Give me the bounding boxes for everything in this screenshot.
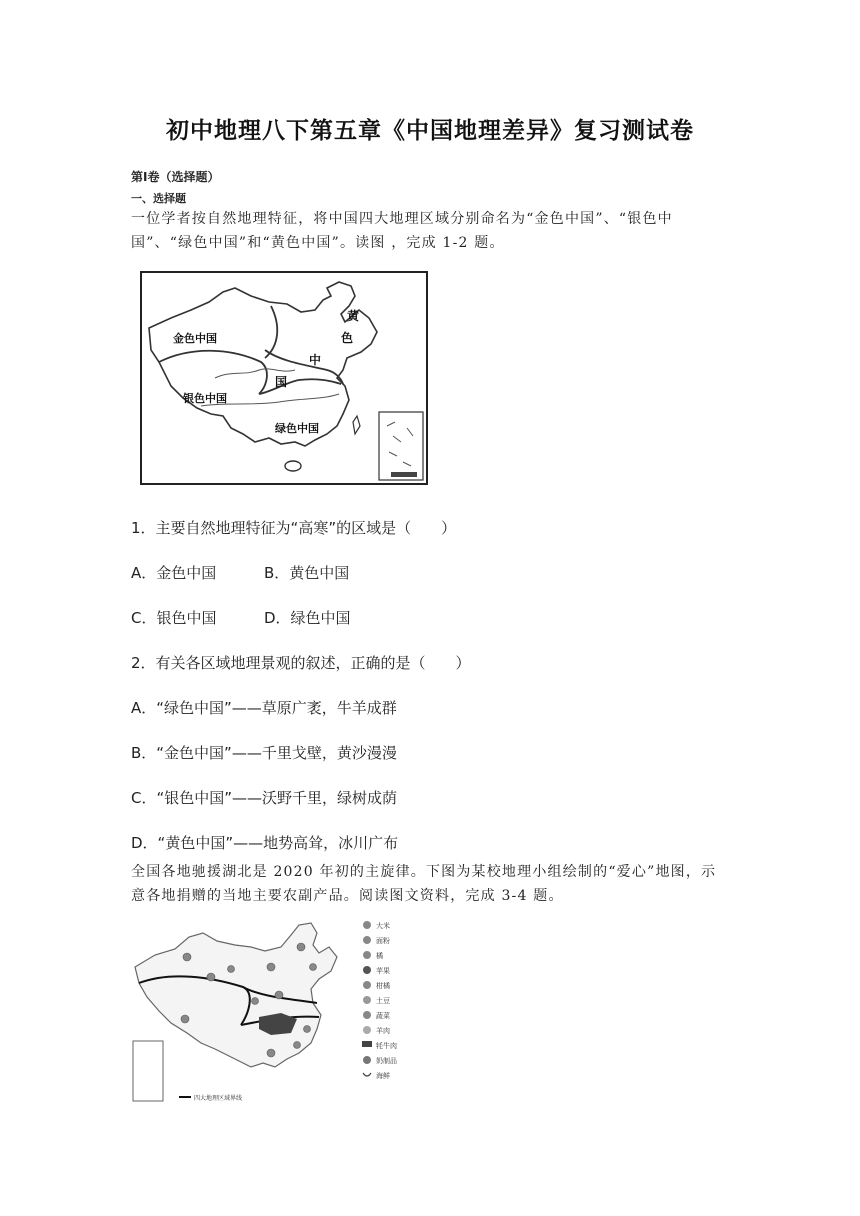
- label-silver-china: 银色中国: [183, 392, 227, 405]
- question-1-stem: 1．主要自然地理特征为“高寒”的区域是（ ）: [131, 519, 457, 537]
- label-yellow-3: 中: [309, 353, 322, 367]
- legend-item: 柑橘: [376, 982, 390, 990]
- legend-item: 羊肉: [376, 1027, 390, 1035]
- legend-item: 面粉: [376, 937, 390, 945]
- q2-option-d[interactable]: D．“黄色中国”——地势高耸，冰川广布: [131, 834, 399, 852]
- legend-item: 大米: [376, 922, 390, 930]
- question-2-stem: 2．有关各区域地理景观的叙述，正确的是（ ）: [131, 654, 471, 672]
- part-heading: 第Ⅰ卷（选择题）: [131, 170, 220, 184]
- question-1-options-row-2: [131, 607, 351, 628]
- donation-map: [131, 917, 411, 1107]
- legend-item: 海鲜: [376, 1072, 390, 1080]
- china-regions-map: [131, 266, 433, 488]
- legend-item: 牦牛肉: [376, 1042, 397, 1050]
- south-china-sea-inset-2: [133, 1041, 163, 1101]
- question-1-options-row-1: [131, 562, 349, 583]
- legend-item: 苹果: [376, 967, 390, 975]
- label-yellow-1: 黄: [347, 309, 360, 323]
- q2-option-a[interactable]: A．“绿色中国”——草原广袤，牛羊成群: [131, 699, 397, 717]
- intro-paragraph-2: 全国各地驰援湖北是 2020 年初的主旋律。下图为某校地理小组绘制的“爱心”地图，示意各地捐赠的当地主要农副产品。阅读图文资料，完成 3-4 题。: [131, 864, 717, 904]
- q1-option-b[interactable]: B．黄色中国: [264, 564, 350, 582]
- legend-item: 橘: [376, 952, 383, 960]
- q2-option-b[interactable]: B．“金色中国”——千里戈壁，黄沙漫漫: [131, 744, 397, 762]
- china-outline-2: [135, 923, 337, 1067]
- legend-item: 蔬菜: [376, 1012, 390, 1020]
- q1-option-a[interactable]: A．金色中国: [131, 564, 217, 582]
- q1-option-c[interactable]: C．银色中国: [131, 609, 217, 627]
- page-title: 初中地理八下第五章《中国地理差异》复习测试卷: [166, 118, 694, 144]
- q2-option-c[interactable]: C．“银色中国”——沃野千里，绿树成荫: [131, 789, 398, 807]
- label-green-china: 绿色中国: [275, 422, 319, 435]
- inset-scale: [391, 472, 417, 477]
- intro-paragraph-1: 一位学者按自然地理特征，将中国四大地理区域分别命名为“金色中国”、“银色中国”、“绿色中国”和“黄色中国”。读图 ，完成 1-2 题。: [131, 211, 673, 251]
- legend-item: 奶制品: [376, 1057, 397, 1065]
- legend-item: 土豆: [376, 997, 390, 1005]
- boundary-legend-label: 四大地理区域界线: [194, 1095, 243, 1102]
- south-china-sea-inset: [379, 412, 423, 480]
- section-heading: 一、选择题: [131, 192, 186, 205]
- q1-option-d[interactable]: D．绿色中国: [264, 609, 351, 627]
- map-legend: [362, 921, 397, 1080]
- label-yellow-4: 国: [275, 375, 288, 389]
- label-yellow-2: 色: [341, 331, 354, 345]
- label-gold-china: 金色中国: [173, 332, 217, 345]
